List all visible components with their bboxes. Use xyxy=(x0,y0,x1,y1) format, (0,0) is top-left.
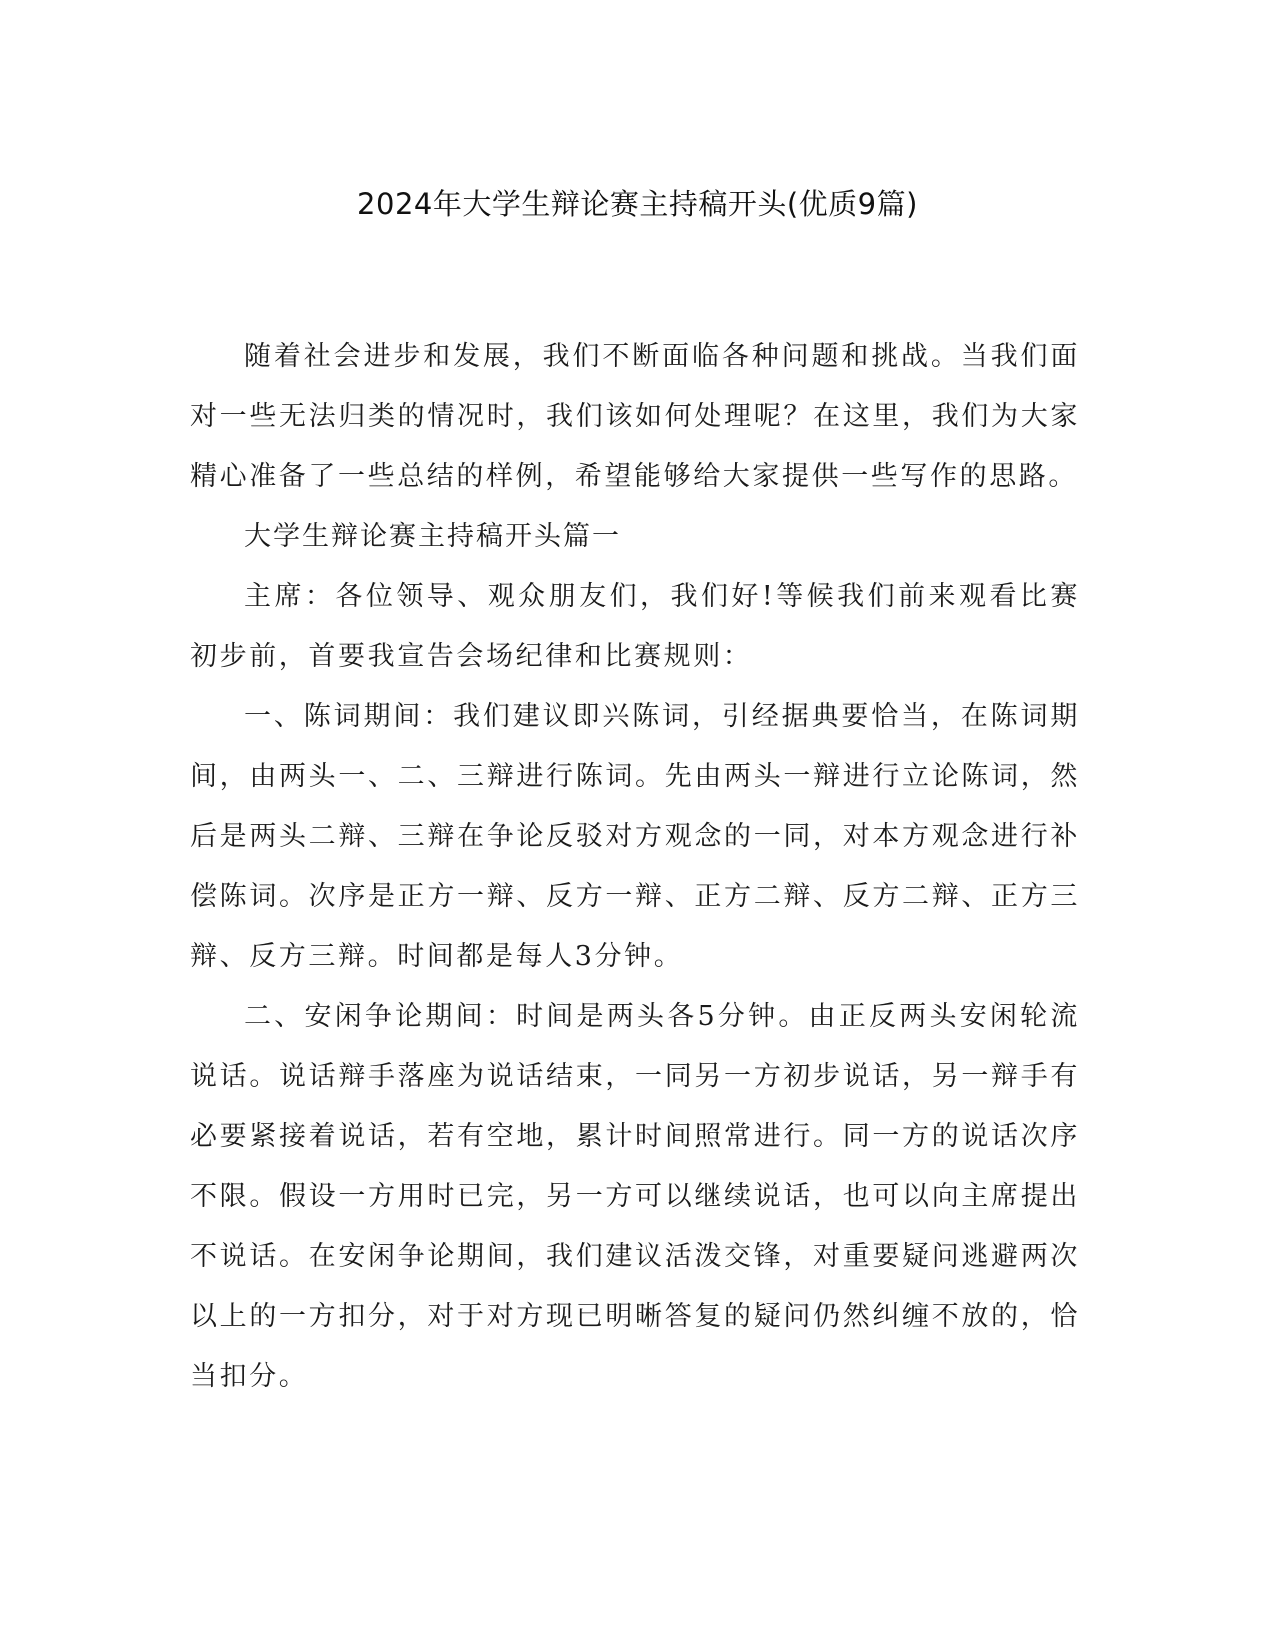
document-body xyxy=(190,327,1080,1407)
rule-one-paragraph: 一、陈词期间：我们建议即兴陈词，引经据典要恰当，在陈词期间，由两头一、二、三辩进行陈词。先由两头一辩进行立论陈词，然后是两头二辩、三辩在争论反驳对方观念的一同，对本方观念进行补偿陈词。次序是正方一辩、反方一辩、正方二辩、反方二辩、正方三辩、反方三辩。时间都是每人3分钟。 xyxy=(190,701,1080,972)
chair-opening-paragraph: 主席：各位领导、观众朋友们，我们好!等候我们前来观看比赛初步前，首要我宣告会场纪律和比赛规则： xyxy=(190,581,1080,672)
document-title: 2024年大学生辩论赛主持稿开头(优质9篇) xyxy=(357,187,918,221)
rule-two-paragraph: 二、安闲争论期间：时间是两头各5分钟。由正反两头安闲轮流说话。说话辩手落座为说话结束，一同另一方初步说话，另一辩手有必要紧接着说话，若有空地，累计时间照常进行。同一方的说话次序不限。假设一方用时已完，另一方可以继续说话，也可以向主席提出不说话。在安闲争论期间，我们建议活泼交锋，对重要疑问逃避两次以上的一方扣分，对于对方现已明晰答复的疑问仍然纠缠不放的，恰当扣分。 xyxy=(190,1001,1080,1392)
intro-paragraph: 随着社会进步和发展，我们不断面临各种问题和挑战。当我们面对一些无法归类的情况时，我们该如何处理呢？在这里，我们为大家精心准备了一些总结的样例，希望能够给大家提供一些写作的思路。 xyxy=(190,341,1080,492)
section-heading: 大学生辩论赛主持稿开头篇一 xyxy=(244,521,621,552)
